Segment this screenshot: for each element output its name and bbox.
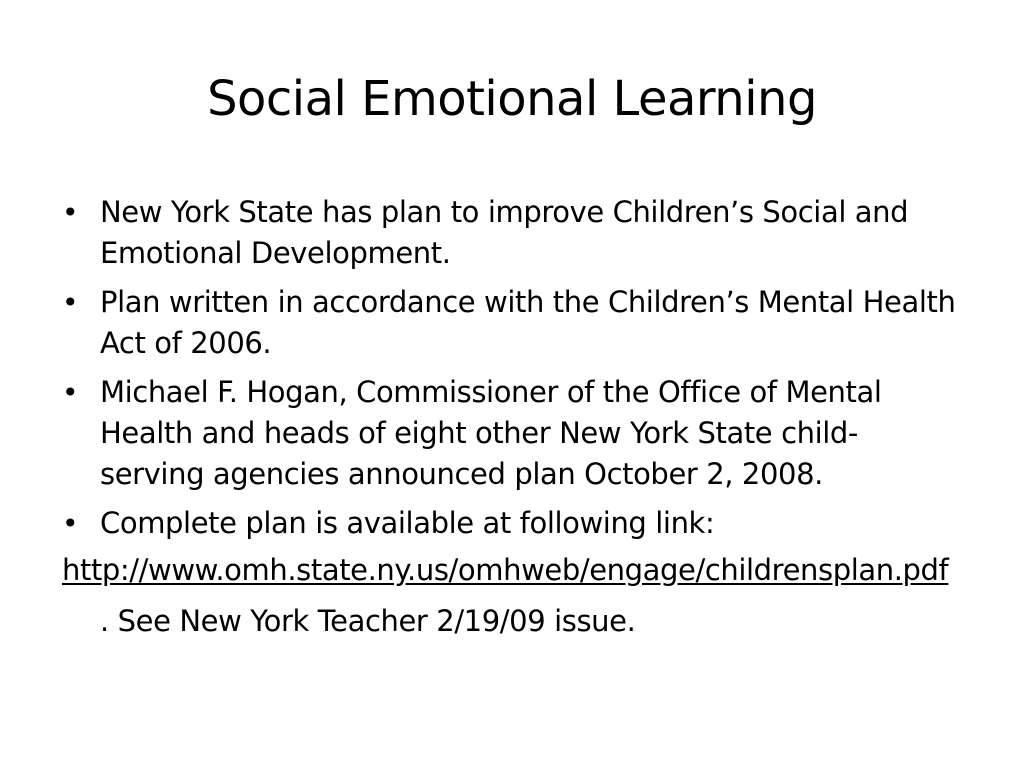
teacher-note: . See New York Teacher 2/19/09 issue. xyxy=(100,604,636,638)
bullet-item xyxy=(62,372,962,495)
bullet-text: Plan written in accordance with the Children’s Mental Health Act of 2006. xyxy=(100,285,956,360)
bullet-text: Complete plan is available at following link: xyxy=(100,506,715,540)
bullet-text: New York State has plan to improve Children’s Social and Emotional Development. xyxy=(100,195,909,270)
bullet-item xyxy=(62,282,962,364)
bullet-text: Michael F. Hogan, Commissioner of the Office of Mental Health and heads of eight other New York State child-serving agencies announced plan October 2, 2008. xyxy=(100,375,882,491)
slide-body xyxy=(62,192,962,642)
bullet-icon: • xyxy=(62,507,79,540)
plan-link[interactable]: http://www.omh.state.ny.us/omhweb/engage/childrensplan.pdf xyxy=(62,553,949,587)
slide-title: Social Emotional Learning xyxy=(207,71,817,127)
bullet-item xyxy=(62,503,962,544)
plan-link-line xyxy=(62,552,962,589)
bullet-icon: • xyxy=(62,376,79,409)
bullet-icon: • xyxy=(62,286,79,319)
bullet-item xyxy=(62,192,962,274)
bullet-icon: • xyxy=(62,196,79,229)
